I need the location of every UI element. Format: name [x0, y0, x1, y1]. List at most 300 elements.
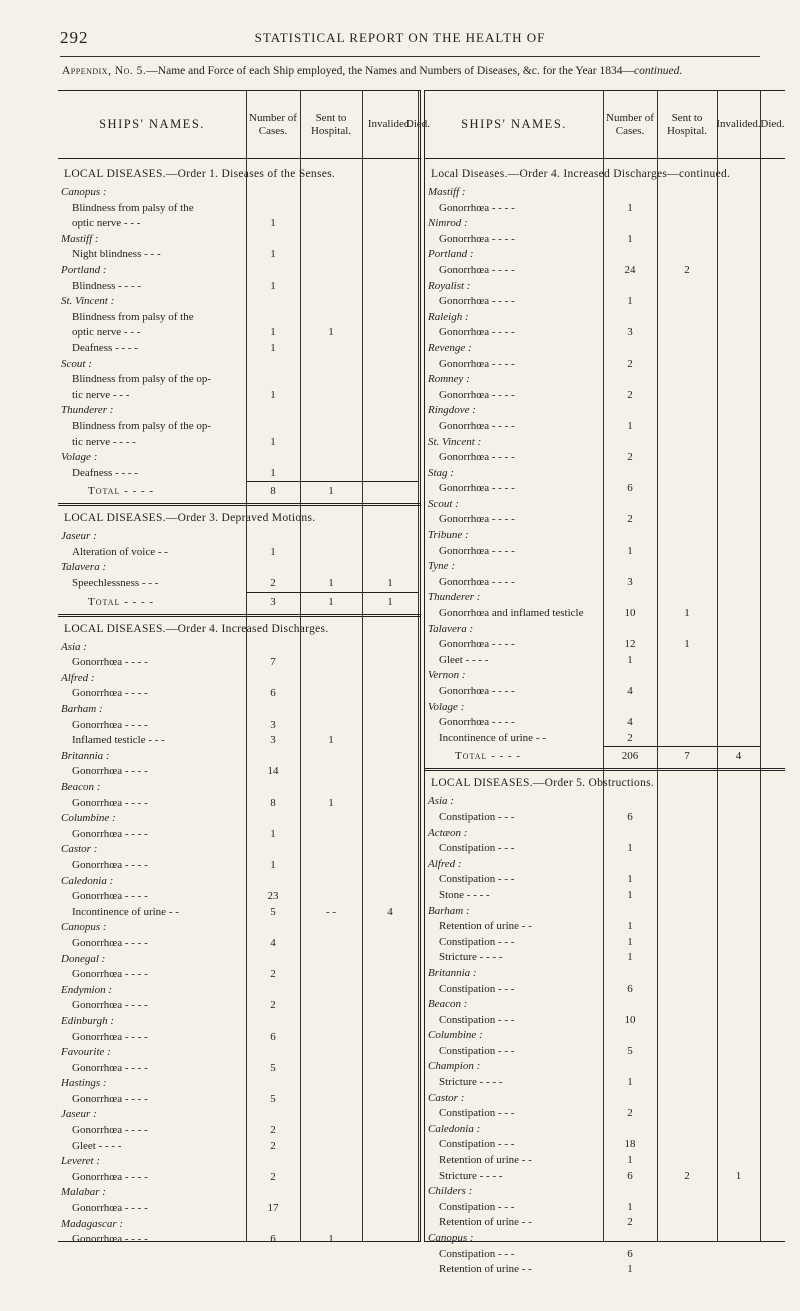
disease-row [425, 544, 785, 560]
sent-to-hospital-count: 1 [328, 326, 334, 339]
disease-row [425, 982, 785, 998]
disease-name: Gonorrhœa - - - - [72, 796, 148, 809]
ship-name-row [425, 1028, 785, 1044]
disease-row [58, 1030, 420, 1046]
disease-row [425, 1137, 785, 1153]
ship-name-row [425, 279, 785, 295]
ship-name-row [425, 216, 785, 232]
cases-count: 4 [627, 716, 633, 729]
section-title: Local Diseases.—Order 4. Increased Discharges—continued. [431, 168, 731, 180]
ship-name-row [58, 983, 420, 999]
disease-name: Gonorrhœa - - - - [72, 1061, 148, 1074]
disease-row [425, 294, 785, 310]
ship-name-row [58, 811, 420, 827]
ship-name: Hastings : [61, 1077, 107, 1090]
disease-name: Blindness from palsy of the op- [72, 419, 212, 432]
disease-row [425, 950, 785, 966]
ship-name: Canopus : [428, 1232, 474, 1244]
cases-count: 6 [627, 1169, 633, 1182]
disease-name: Blindness from palsy of the op- [72, 373, 212, 386]
cases-count: 2 [627, 388, 633, 401]
ship-name: Romney : [428, 373, 470, 386]
disease-row [425, 450, 785, 466]
ship-name-row [425, 590, 785, 606]
sent-to-hospital-count: 2 [684, 1169, 690, 1182]
disease-row [58, 1092, 420, 1108]
cases-count: 10 [624, 1013, 636, 1026]
cases-count: 1 [627, 1076, 633, 1089]
caption-suffix: continued. [633, 65, 683, 77]
ship-name-row [58, 450, 420, 466]
disease-row [425, 841, 785, 857]
ship-name-row [425, 966, 785, 982]
ship-name: Thunderer : [61, 404, 114, 417]
header-number-of-cases: Number of Cases. [606, 111, 654, 137]
total-row [425, 746, 785, 766]
disease-name: Gleet - - - - [72, 1139, 122, 1152]
ship-name: Favourite : [61, 1046, 111, 1059]
disease-row [58, 998, 420, 1014]
disease-name: Constipation - - - [439, 1138, 515, 1151]
cases-count: 1 [627, 920, 633, 933]
cases-count: 1 [270, 827, 276, 840]
divider-line [425, 770, 785, 771]
cases-count: 14 [267, 765, 279, 778]
page-number: 292 [60, 28, 89, 47]
cases-count: 1 [627, 653, 633, 666]
cases-count: 1 [270, 858, 276, 871]
ship-name-row [58, 357, 420, 373]
cases-count: 1 [627, 1154, 633, 1167]
disease-name: Gonorrhœa - - - - [72, 1124, 148, 1137]
disease-name: Constipation - - - [439, 982, 515, 995]
disease-name: Gonorrhœa - - - - [72, 890, 148, 903]
ship-name: Volage : [428, 700, 465, 713]
cases-count: 5 [270, 1061, 276, 1074]
header-ships-names: SHIPS' NAMES. [461, 117, 567, 131]
ship-name: Mastiff : [61, 232, 99, 245]
cases-count: 1 [270, 217, 276, 230]
divider-line [425, 768, 785, 769]
ship-name-row [425, 1059, 785, 1075]
disease-name: Stricture - - - - [439, 1076, 503, 1089]
disease-row [58, 435, 420, 451]
ship-name: St. Vincent : [61, 295, 115, 308]
ship-name: Vernon : [428, 669, 466, 682]
ship-name-row [58, 529, 420, 545]
sent-to-hospital-count: 1 [328, 577, 334, 590]
cases-count: 1 [270, 341, 276, 354]
disease-row [58, 1170, 420, 1186]
ship-name-row [425, 1231, 785, 1247]
ship-name-row [58, 560, 420, 576]
disease-name: Deafness - - - - [72, 341, 138, 354]
cases-count: 5 [627, 1044, 633, 1057]
ship-name-row [425, 1122, 785, 1138]
disease-name: Constipation - - - [439, 1013, 515, 1026]
header-bottom-rule [425, 158, 785, 159]
ship-name-row [58, 1217, 420, 1233]
ship-name: Jaseur : [61, 1108, 97, 1121]
sent-to-hospital-count: 1 [684, 638, 690, 651]
disease-name: Gonorrhœa - - - - [439, 201, 515, 214]
disease-name: Constipation - - - [439, 810, 515, 823]
disease-row [425, 637, 785, 653]
disease-name: Gonorrhœa - - - - [439, 716, 515, 729]
cases-count: 1 [270, 279, 276, 292]
ship-name: Nimrod : [428, 217, 468, 230]
disease-row [425, 357, 785, 373]
section-title: LOCAL DISEASES.—Order 4. Increased Discharges. [64, 622, 329, 635]
header-died: Died. [405, 118, 431, 130]
ship-name: Thunderer : [428, 591, 481, 604]
disease-row [58, 247, 420, 263]
right-table [424, 90, 785, 1276]
section-heading [58, 507, 420, 529]
disease-row [425, 512, 785, 528]
cases-count: 5 [270, 905, 276, 918]
disease-name: Incontinence of urine - - [72, 905, 179, 918]
ship-name-row [425, 497, 785, 513]
ship-name-row [425, 700, 785, 716]
ship-name: Barham : [61, 703, 103, 716]
ship-name: Canopus : [61, 921, 107, 934]
disease-name: Retention of urine - - [439, 1263, 532, 1276]
disease-row [58, 764, 420, 780]
cases-count: 1 [627, 295, 633, 308]
cases-count: 2 [627, 731, 633, 744]
ship-name: Asia : [428, 795, 454, 808]
appendix-caption [62, 65, 682, 77]
cases-count: 2 [270, 1124, 276, 1137]
total-label: Total - - - - [88, 595, 155, 608]
ship-name-row [58, 1154, 420, 1170]
disease-row [58, 1201, 420, 1217]
cases-count: 1 [270, 435, 276, 448]
disease-row [58, 1061, 420, 1077]
ship-name-row [425, 1091, 785, 1107]
disease-name: Constipation - - - [439, 1247, 515, 1260]
ship-name-row [58, 1014, 420, 1030]
disease-name: Gonorrhœa - - - - [439, 575, 515, 588]
disease-row [425, 1169, 785, 1185]
header-invalided: Invalided. [716, 118, 761, 130]
sent-to-hospital-count: 1 [328, 595, 334, 608]
disease-name: Stricture - - - - [439, 951, 503, 964]
disease-name: Gonorrhœa - - - - [439, 295, 515, 308]
cases-count: 6 [627, 1247, 633, 1260]
cases-count: 3 [270, 734, 276, 747]
ship-name-row [425, 403, 785, 419]
cases-count: 1 [270, 388, 276, 401]
disease-row [58, 279, 420, 295]
disease-name: Gonorrhœa - - - - [439, 638, 515, 651]
sent-to-hospital-count: 7 [684, 750, 690, 763]
disease-row [58, 733, 420, 749]
disease-name: Gonorrhœa - - - - [72, 1092, 148, 1105]
disease-row [425, 201, 785, 217]
sent-to-hospital-count: 1 [684, 607, 690, 620]
disease-name: Incontinence of urine - - [439, 731, 546, 744]
ship-name-row [425, 185, 785, 201]
ship-name-row [58, 749, 420, 765]
disease-row [425, 263, 785, 279]
ship-name-row [58, 920, 420, 936]
disease-name: Gonorrhœa - - - - [72, 1202, 148, 1215]
disease-name: Night blindness - - - [72, 248, 161, 261]
ship-name: Britannia : [61, 749, 110, 762]
sent-to-hospital-count: 1 [328, 485, 334, 498]
disease-name: Inflamed testicle - - - [72, 734, 165, 747]
table-body [58, 163, 420, 1248]
ship-name-row [425, 794, 785, 810]
cases-count: 2 [627, 1216, 633, 1229]
disease-name: Gonorrhœa - - - - [72, 858, 148, 871]
disease-name: Constipation - - - [439, 1200, 515, 1213]
ship-name: Talavera : [428, 622, 474, 635]
disease-name: Gonorrhœa - - - - [72, 687, 148, 700]
disease-name: Stone - - - - [439, 888, 490, 901]
cases-count: 3 [270, 718, 276, 731]
disease-name: Gonorrhœa - - - - [439, 685, 515, 697]
disease-row [425, 715, 785, 731]
disease-row [425, 1247, 785, 1263]
sent-to-hospital-count: 1 [328, 1233, 334, 1246]
total-label: Total - - - - [455, 750, 522, 763]
disease-name: Gonorrhœa - - - - [439, 232, 515, 245]
cases-count: 1 [627, 201, 633, 214]
ship-name: Malabar : [61, 1186, 106, 1199]
ship-name-row [58, 294, 420, 310]
invalided-count: 1 [735, 1169, 742, 1182]
ship-name-row [425, 904, 785, 920]
ship-name: Caledonia : [61, 874, 114, 887]
divider-line [58, 616, 420, 617]
ship-name-row [58, 702, 420, 718]
disease-name: Gonorrhœa - - - - [439, 326, 515, 339]
total-label: Total - - - - [88, 485, 155, 498]
disease-name: Blindness - - - - [72, 279, 142, 292]
disease-row [425, 1200, 785, 1216]
disease-row [425, 575, 785, 591]
sent-to-hospital-count: - - [325, 905, 337, 918]
ship-name-row [425, 435, 785, 451]
header-number-of-cases: Number of Cases. [249, 111, 297, 137]
cases-count: 6 [627, 482, 633, 495]
ship-name: Portland : [61, 263, 107, 276]
ship-name: Castor : [428, 1091, 465, 1104]
cases-count: 2 [270, 1139, 276, 1152]
ship-name: Revenge : [428, 341, 472, 354]
header-sent-to-hospital: Sent to Hospital. [310, 111, 352, 137]
ship-name: St. Vincent : [428, 435, 482, 448]
disease-row [425, 1044, 785, 1060]
disease-name: Retention of urine - - [439, 920, 532, 933]
section-heading [58, 618, 420, 640]
ship-name: Castor : [61, 843, 98, 856]
ship-name: Portland : [428, 248, 474, 261]
cases-count: 1 [270, 248, 276, 261]
disease-name: Gonorrhœa - - - - [439, 357, 515, 370]
ship-name: Leveret : [61, 1155, 100, 1168]
ship-name-row [425, 826, 785, 842]
ship-name-row [58, 780, 420, 796]
ship-name-row [58, 263, 420, 279]
disease-row [58, 686, 420, 702]
ship-name-row [58, 640, 420, 656]
cases-count: 8 [270, 485, 276, 498]
ship-name: Champion : [428, 1060, 481, 1073]
disease-name: Gonorrhœa and inflamed testicle [439, 607, 584, 620]
ship-name: Tyne : [428, 560, 455, 573]
disease-name: Alteration of voice - - [72, 545, 168, 558]
ship-name-row [58, 232, 420, 248]
cases-count: 1 [627, 232, 633, 245]
disease-name: Gonorrhœa - - - - [72, 1030, 148, 1043]
section-heading [425, 163, 785, 185]
disease-name: Blindness from palsy of the [72, 201, 194, 214]
disease-row [58, 388, 420, 404]
disease-row [58, 967, 420, 983]
header-ships-names: SHIPS' NAMES. [99, 117, 205, 131]
section-heading [425, 772, 785, 794]
divider-line [58, 505, 420, 506]
ship-name: Scout : [428, 497, 459, 510]
disease-name: tic nerve - - - - [72, 435, 136, 448]
disease-row [58, 545, 420, 561]
disease-row [425, 731, 785, 747]
disease-row [425, 888, 785, 904]
cases-count: 1 [627, 873, 633, 886]
disease-row [425, 232, 785, 248]
disease-row [425, 419, 785, 435]
disease-name: Gonorrhœa - - - - [439, 513, 515, 526]
cases-count: 1 [270, 545, 276, 558]
caption-prefix: Appendix, No. 5. [62, 65, 147, 77]
disease-name: Constipation - - - [439, 1107, 515, 1120]
cases-count: 2 [270, 577, 276, 590]
disease-name: Gonorrhœa - - - - [72, 936, 148, 949]
cases-count: 1 [627, 888, 633, 901]
cases-count: 12 [624, 638, 636, 651]
ship-name-row [425, 997, 785, 1013]
disease-name: Constipation - - - [439, 935, 515, 948]
ship-name: Endymion : [61, 983, 113, 996]
disease-row [425, 1153, 785, 1169]
disease-name: Constipation - - - [439, 842, 515, 855]
ship-name: Mastiff : [428, 186, 466, 198]
cases-count: 2 [627, 513, 633, 526]
disease-name: Stricture - - - - [439, 1169, 503, 1182]
disease-row [425, 1075, 785, 1091]
cases-count: 2 [627, 1107, 633, 1120]
cases-count: 1 [627, 842, 633, 855]
ship-name: Scout : [61, 357, 92, 370]
disease-name: Retention of urine - - [439, 1154, 532, 1167]
sent-to-hospital-count: 1 [328, 734, 334, 747]
ship-name-row [425, 857, 785, 873]
disease-name: Constipation - - - [439, 873, 515, 886]
disease-name: Gonorrhœa - - - - [439, 482, 515, 495]
disease-row [58, 1232, 420, 1248]
cases-count: 2 [270, 999, 276, 1012]
ship-name: Ringdove : [428, 404, 476, 417]
cases-count: 6 [270, 1030, 276, 1043]
cases-count: 2 [270, 968, 276, 981]
disease-row [58, 466, 420, 482]
disease-name: Gonorrhœa - - - - [72, 968, 148, 981]
ship-name: Beacon : [428, 998, 468, 1011]
header-rule [60, 56, 760, 57]
ship-name-row [58, 1107, 420, 1123]
disease-name: Gonorrhœa - - - - [439, 544, 515, 557]
ship-name: Jaseur : [61, 530, 97, 543]
disease-row [425, 1013, 785, 1029]
ship-name: Stag : [428, 466, 454, 479]
disease-row [425, 872, 785, 888]
disease-row [425, 919, 785, 935]
cases-count: 1 [627, 1263, 633, 1276]
section-heading [58, 163, 420, 185]
ship-name: Caledonia : [428, 1122, 481, 1135]
ship-name-row [425, 310, 785, 326]
disease-row [58, 827, 420, 843]
ship-name-row [58, 185, 420, 201]
total-row [58, 592, 420, 612]
invalided-count: 4 [735, 750, 742, 763]
left-table [58, 90, 431, 1246]
disease-row [425, 653, 785, 669]
ship-name: Talavera : [61, 561, 107, 574]
header-sent-to-hospital: Sent to Hospital. [666, 111, 708, 137]
cases-count: 6 [270, 687, 276, 700]
cases-count: 18 [624, 1138, 636, 1151]
ship-name-row [58, 1045, 420, 1061]
header-died: Died. [760, 118, 785, 130]
running-title: STATISTICAL REPORT ON THE HEALTH OF [254, 30, 546, 45]
cases-count: 6 [270, 1233, 276, 1246]
disease-row [425, 684, 785, 700]
ship-name: Actæon : [428, 826, 468, 839]
disease-row [425, 1106, 785, 1122]
ship-name-row [425, 1184, 785, 1200]
disease-name: Deafness - - - - [72, 466, 138, 479]
disease-name: optic nerve - - - [72, 326, 141, 339]
ship-name: Canopus : [61, 186, 107, 198]
cases-count: 2 [627, 451, 633, 464]
disease-row [425, 325, 785, 341]
cases-count: 1 [627, 1200, 633, 1213]
divider-line [58, 503, 420, 504]
disease-row [58, 1123, 420, 1139]
disease-row [425, 1215, 785, 1231]
disease-row [58, 576, 420, 592]
ship-name-row [58, 842, 420, 858]
disease-row [58, 889, 420, 905]
disease-name: Speechlessness - - - [72, 577, 159, 590]
cases-count: 17 [267, 1202, 279, 1215]
cases-count: 24 [624, 263, 636, 276]
total-row [58, 481, 420, 501]
disease-name: Gonorrhœa - - - - [72, 1170, 148, 1183]
cases-count: 2 [270, 1170, 276, 1183]
ship-name-row [58, 952, 420, 968]
cases-count: 5 [270, 1092, 276, 1105]
ship-name-row [425, 247, 785, 263]
disease-row [58, 858, 420, 874]
ship-name: Alfred : [428, 857, 462, 870]
disease-name: Gleet - - - - [439, 653, 489, 666]
